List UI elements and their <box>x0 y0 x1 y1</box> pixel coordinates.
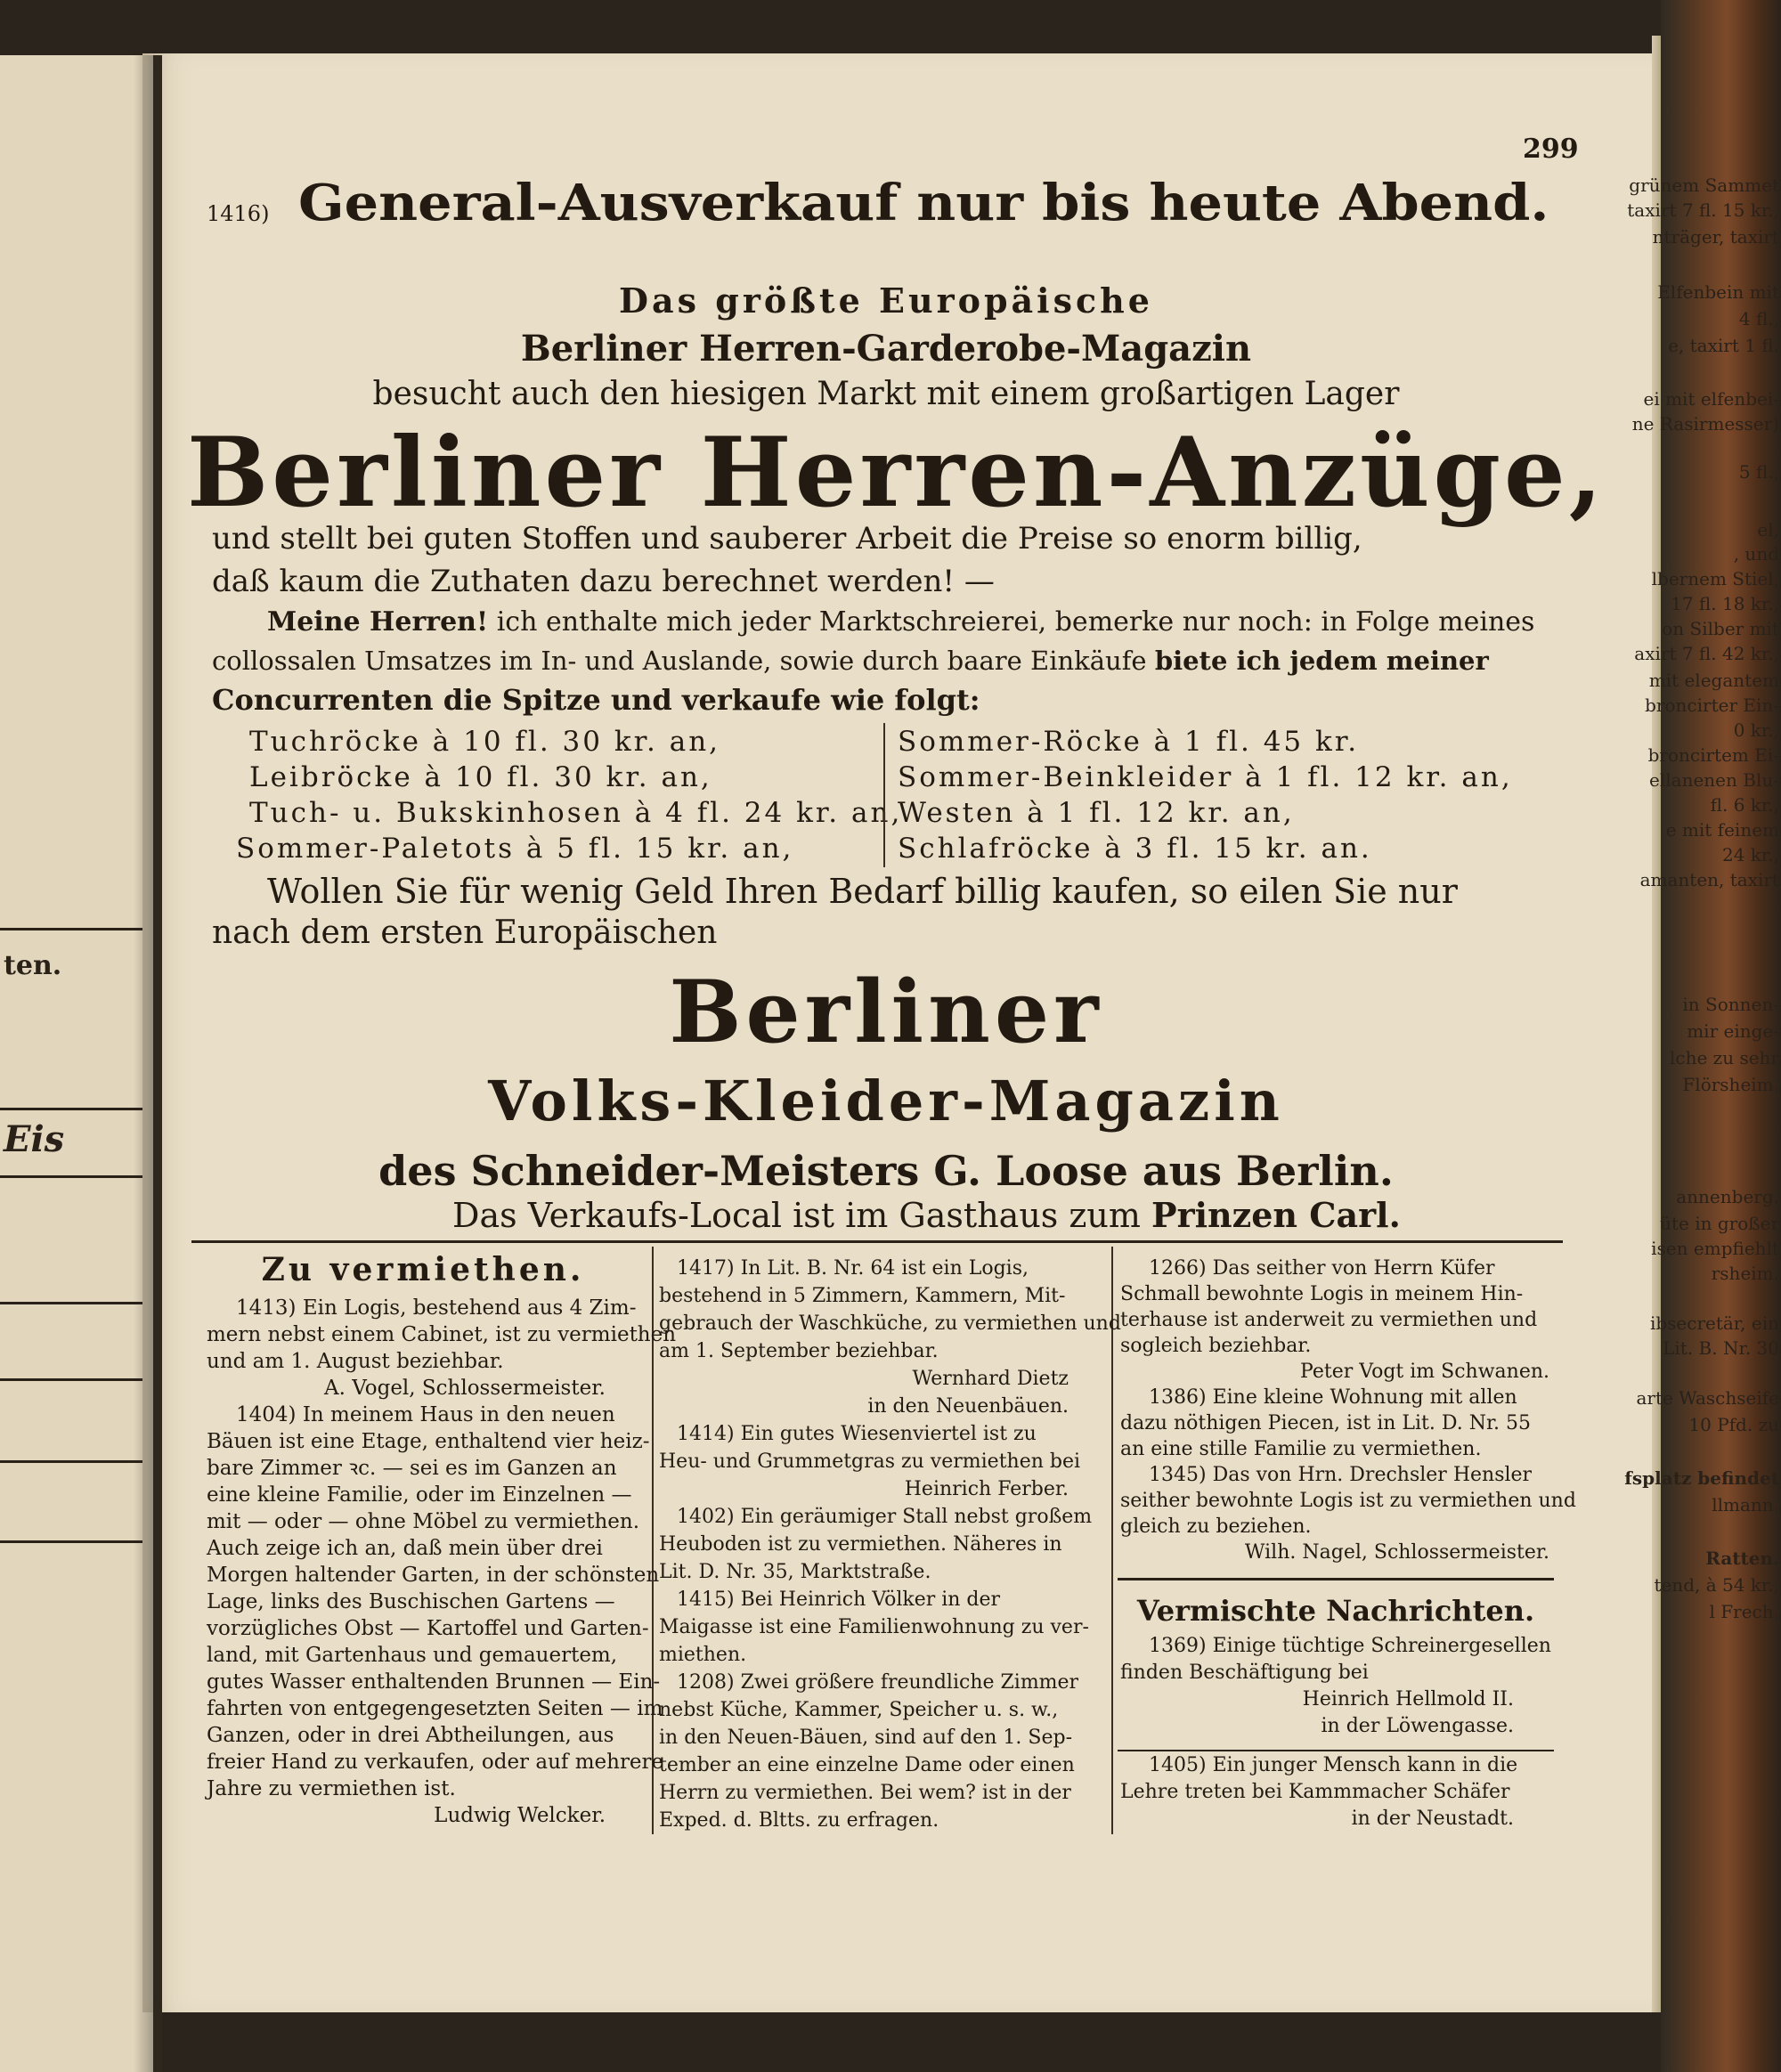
left-page-line: nträger, taxirt <box>1652 226 1779 248</box>
left-page-line: l Frech. <box>1709 1601 1779 1622</box>
col1-line: Ludwig Welcker. <box>434 1804 606 1827</box>
col2-line: in den Neuenbäuen. <box>867 1395 1069 1418</box>
left-page-line: , und <box>1733 543 1779 565</box>
col3-line-2: finden Beschäftigung bei <box>1120 1662 1369 1684</box>
col1-line: Auch zeige ich an, daß mein über drei <box>207 1537 603 1560</box>
col2-line: Wernhard Dietz <box>912 1368 1069 1390</box>
left-page-line: ei mit elfenbei- <box>1643 388 1779 410</box>
left-page-rule <box>0 1108 142 1110</box>
ad-big-title: Berliner Herren-Anzüge, <box>187 417 1606 529</box>
left-page-line: taxirt 7 fl. 15 kr., <box>1627 199 1779 221</box>
left-page-line: el, <box>1757 519 1779 540</box>
left-page-line: 0 kr., <box>1733 719 1779 741</box>
col1-line: A. Vogel, Schlossermeister. <box>324 1377 606 1400</box>
col1-line: Jahre zu vermiethen ist. <box>207 1777 456 1800</box>
col2-line: 1417) In Lit. B. Nr. 64 ist ein Logis, <box>677 1257 1029 1280</box>
left-page-line: üte in großer <box>1660 1213 1779 1234</box>
ad-headline: General-Ausverkauf nur bis heute Abend. <box>298 174 1549 232</box>
ad-line-3: Berliner Herren-Garderobe-Magazin <box>520 328 1252 370</box>
price-right-item: Westen à 1 fl. 12 kr. an, <box>898 797 1295 829</box>
left-page-line: broncirter Ein- <box>1645 695 1779 716</box>
col2-line: Lit. D. Nr. 35, Marktstraße. <box>659 1561 931 1583</box>
left-page-rule <box>0 928 142 930</box>
col1-line: Ganzen, oder in drei Abtheilungen, aus <box>207 1724 614 1747</box>
col3-line-2: 1369) Einige tüchtige Schreinergesellen <box>1149 1635 1551 1657</box>
ad-volks-kleider-magazin: Volks-Kleider-Magazin <box>488 1069 1284 1134</box>
col2-line: am 1. September beziehbar. <box>659 1340 939 1362</box>
gutter <box>153 55 162 2072</box>
col3-line: dazu nöthigen Piecen, ist in Lit. D. Nr. 55 <box>1120 1412 1532 1434</box>
left-page-line: on Silber mit <box>1662 618 1779 639</box>
col3-line: 1345) Das von Hrn. Drechsler Hensler <box>1149 1464 1533 1486</box>
left-page-line: lche zu sehr <box>1670 1047 1779 1069</box>
col3-line: terhause ist anderweit zu vermiethen und <box>1120 1309 1538 1331</box>
left-page-line: fl. 6 kr., <box>1710 794 1779 816</box>
left-page-line: e mit feinem <box>1665 819 1779 841</box>
col2-line: tember an eine einzelne Dame oder einen <box>659 1754 1075 1776</box>
col2-line: Herrn zu vermiethen. Bei wem? ist in der <box>659 1782 1071 1804</box>
col2-line: Heinrich Ferber. <box>904 1478 1069 1500</box>
col1-line: 1404) In meinem Haus in den neuen <box>236 1403 615 1426</box>
col1-line: vorzügliches Obst — Kartoffel und Garten- <box>207 1617 649 1640</box>
left-page-rule <box>0 1378 142 1381</box>
col3-line: Schmall bewohnte Logis in meinem Hin- <box>1120 1283 1524 1305</box>
left-page-line: grünem Sammet <box>1629 175 1779 196</box>
col3-line: Peter Vogt im Schwanen. <box>1300 1361 1549 1383</box>
ad-line-10: Concurrenten die Spitze und verkaufe wie folgt: <box>212 683 980 717</box>
left-page-line: e, taxirt 1 fl. <box>1668 335 1779 356</box>
col1-heading: Zu vermiethen. <box>261 1251 585 1288</box>
column-rule-2 <box>1111 1247 1113 1834</box>
col2-line: Maigasse ist eine Familienwohnung zu ver- <box>659 1616 1089 1638</box>
left-page-line: fsplatz befindet <box>1624 1467 1779 1489</box>
col3-line: 1386) Eine kleine Wohnung mit allen <box>1149 1386 1517 1409</box>
col2-line: 1415) Bei Heinrich Völker in der <box>677 1589 1001 1611</box>
ad-number: 1416) <box>207 201 270 226</box>
left-page-line: Eis <box>4 1118 65 1160</box>
ad-line-15: Wollen Sie für wenig Geld Ihren Bedarf billig kaufen, so eilen Sie nur <box>267 872 1458 911</box>
col2-line: nebst Küche, Kammer, Speicher u. s. w., <box>659 1699 1059 1721</box>
col1-line: mern nebst einem Cabinet, ist zu vermiethen <box>207 1323 677 1346</box>
left-page-line: ellanenen Blu- <box>1649 769 1779 791</box>
col3-heading: Vermischte Nachrichten. <box>1136 1594 1535 1628</box>
price-right-item: Sommer-Röcke à 1 fl. 45 kr. <box>898 726 1360 758</box>
col1-line: Lage, links des Buschischen Gartens — <box>207 1590 615 1613</box>
ad-line-20: Das Verkaufs-Local ist im Gasthaus zum Prinzen Carl. <box>452 1195 1401 1235</box>
left-page-line: broncirtem Ei- <box>1647 744 1779 766</box>
left-page-line: 24 kr., <box>1721 844 1779 865</box>
col1-line: Bäuen ist eine Etage, enthaltend vier heiz- <box>207 1430 650 1453</box>
left-page-line: Flörsheim. <box>1682 1074 1779 1095</box>
left-page <box>0 55 153 2072</box>
col2-line: Heuboden ist zu vermiethen. Näheres in <box>659 1533 1062 1556</box>
left-page-line: 4 fl., <box>1738 308 1779 329</box>
left-page-line: axirt 7 fl. 42 kr., <box>1634 643 1779 664</box>
col3-line: Wilh. Nagel, Schlossermeister. <box>1244 1541 1549 1564</box>
left-page-line: 10 Pfd. zu <box>1688 1414 1779 1435</box>
ad-line-16: nach dem ersten Europäischen <box>212 914 718 951</box>
col2-line: 1414) Ein gutes Wiesenviertel ist zu <box>677 1423 1037 1445</box>
price-right-item: Sommer-Beinkleider à 1 fl. 12 kr. an, <box>898 761 1513 793</box>
left-page-line: arte Waschseife <box>1636 1387 1779 1409</box>
ad-bottom-rule <box>191 1240 1563 1243</box>
ad-line-9: collossalen Umsatzes im In- und Auslande, sowie durch baare Einkäufe biete ich jedem meiner <box>212 646 1489 676</box>
price-left-item: Sommer-Paletots à 5 fl. 15 kr. an, <box>236 833 794 865</box>
col3-line-2: in der Löwengasse. <box>1321 1715 1514 1737</box>
col3-line-2: 1405) Ein junger Mensch kann in die <box>1149 1754 1518 1776</box>
left-page-rule <box>0 1302 142 1304</box>
col3-line-2: in der Neustadt. <box>1351 1808 1514 1830</box>
col1-line: Morgen haltender Garten, in der schönsten <box>207 1564 660 1587</box>
left-page-line: tend, à 54 kr., <box>1654 1574 1779 1596</box>
col3-line: 1266) Das seither von Herrn Küfer <box>1149 1257 1495 1280</box>
left-page-line: 17 fl. 18 kr., <box>1671 593 1779 614</box>
left-page-line: ne Rasirmesser) <box>1631 413 1779 435</box>
left-page-line: 5 fl., <box>1738 461 1779 483</box>
col1-line: land, mit Gartenhaus und gemauertem, <box>207 1644 618 1667</box>
left-page-line: annenberg. <box>1676 1186 1779 1207</box>
ad-line-4: besucht auch den hiesigen Markt mit einem großartigen Lager <box>372 376 1400 412</box>
page-number: 299 <box>1523 134 1579 165</box>
left-page-rule <box>0 1460 142 1463</box>
left-page-rule <box>0 1540 142 1543</box>
col1-line: 1413) Ein Logis, bestehend aus 4 Zim- <box>236 1296 637 1320</box>
col2-line: gebrauch der Waschküche, zu vermiethen und <box>659 1312 1121 1335</box>
price-left-item: Tuch- u. Bukskinhosen à 4 fl. 24 kr. an, <box>249 797 903 829</box>
col1-line: fahrten von entgegengesetzten Seiten — im <box>207 1697 663 1720</box>
ad-line-2: Das größte Europäische <box>619 280 1153 321</box>
col3-rule <box>1118 1578 1554 1580</box>
ad-line-6: und stellt bei guten Stoffen und sauberer Arbeit die Preise so enorm billig, <box>212 521 1362 557</box>
price-divider <box>883 723 885 867</box>
col1-line: freier Hand zu verkaufen, oder auf mehrere <box>207 1751 664 1774</box>
col3-line-2: Lehre treten bei Kammmacher Schäfer <box>1120 1781 1510 1803</box>
ad-line-7: daß kaum die Zuthaten dazu berechnet werden! — <box>212 564 995 599</box>
left-page-line: mit elegantem <box>1648 670 1779 691</box>
col3-line: sogleich beziehbar. <box>1120 1335 1312 1357</box>
col3-rule-2 <box>1118 1750 1554 1751</box>
price-left-item: Leibröcke à 10 fl. 30 kr. an, <box>249 761 712 793</box>
left-page-line: isen empfiehlt <box>1651 1238 1779 1259</box>
price-right-item: Schlafröcke à 3 fl. 15 kr. an. <box>898 833 1372 865</box>
col1-line: mit — oder — ohne Möbel zu vermiethen. <box>207 1510 640 1533</box>
col2-line: 1208) Zwei größere freundliche Zimmer <box>677 1671 1079 1694</box>
ad-line-8: Meine Herren! ich enthalte mich jeder Marktschreierei, bemerke nur noch: in Folge meines <box>267 606 1535 638</box>
col2-line: Exped. d. Bltts. zu erfragen. <box>659 1809 939 1832</box>
left-page-line: mir einge- <box>1687 1020 1779 1042</box>
left-page-line: rsheim. <box>1711 1263 1779 1284</box>
left-page-line: lbernem Stiel, <box>1651 568 1779 589</box>
left-page-line: amanten, taxirt <box>1639 869 1779 890</box>
col3-line: seither bewohnte Logis ist zu vermiethen und <box>1120 1490 1576 1512</box>
left-page-line: Elfenbein mit <box>1657 281 1779 303</box>
col1-line: gutes Wasser enthaltenden Brunnen — Ein- <box>207 1670 661 1694</box>
col1-line: bare Zimmer ꝛc. — sei es im Ganzen an <box>207 1457 617 1480</box>
ad-line-19: des Schneider-Meisters G. Loose aus Berlin. <box>378 1147 1394 1195</box>
left-page-line: Ratten. <box>1705 1548 1779 1569</box>
left-page-line: Lit. B. Nr. 30 <box>1663 1337 1779 1359</box>
ad-berliner: Berliner <box>669 962 1103 1062</box>
col1-line: und am 1. August beziehbar. <box>207 1350 504 1373</box>
col3-line-2: Heinrich Hellmold II. <box>1302 1688 1514 1710</box>
left-page-line: in Sonnen- <box>1682 994 1779 1015</box>
col2-line: in den Neuen-Bäuen, sind auf den 1. Sep- <box>659 1727 1072 1749</box>
col2-line: bestehend in 5 Zimmern, Kammern, Mit- <box>659 1285 1066 1307</box>
price-left-item: Tuchröcke à 10 fl. 30 kr. an, <box>249 726 721 758</box>
left-page-rule <box>0 1175 142 1178</box>
col3-line: gleich zu beziehen. <box>1120 1515 1312 1538</box>
col3-line: an eine stille Familie zu vermiethen. <box>1120 1438 1482 1460</box>
col2-line: Heu- und Grummetgras zu vermiethen bei <box>659 1450 1081 1473</box>
left-page-line: ibsecretär, ein <box>1649 1312 1779 1334</box>
left-page-line: llmann. <box>1712 1494 1779 1515</box>
col2-line: miethen. <box>659 1644 747 1666</box>
left-page-line: ten. <box>4 950 62 981</box>
col1-line: eine kleine Familie, oder im Einzelnen — <box>207 1483 632 1507</box>
col2-line: 1402) Ein geräumiger Stall nebst großem <box>677 1506 1093 1528</box>
